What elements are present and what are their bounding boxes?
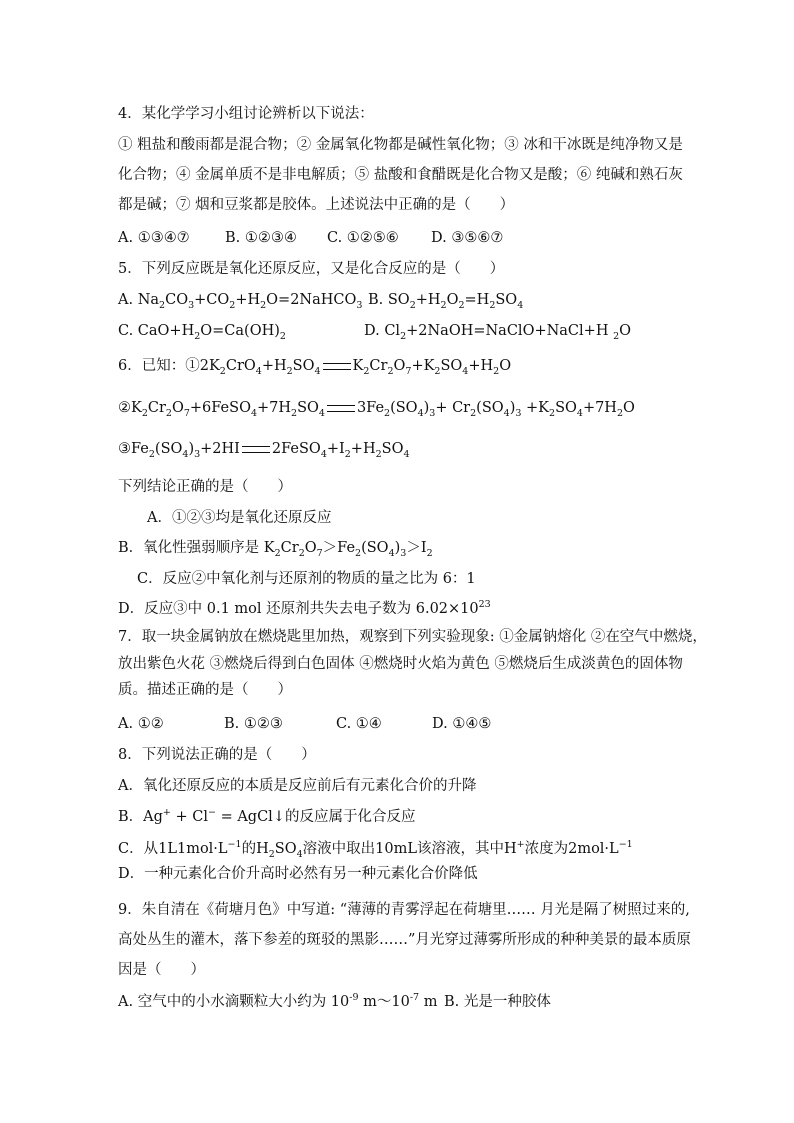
q6-option-a: A．①②③均是氧化还原反应 [147, 510, 332, 526]
q9-line1: 9．朱自清在《荷塘月色》中写道: “薄薄的青雾浮起在荷塘里…… 月光是隔了树照过来的, [118, 902, 690, 918]
q8-option-c-mid1: 的 [241, 841, 257, 857]
q6-option-d [118, 599, 491, 619]
q7-line3: 质。描述正确的是（ ） [118, 682, 292, 698]
q8-option-c-mid3: 浓度为 [524, 841, 569, 857]
q9-options [118, 992, 551, 1012]
q5-options-cd [118, 321, 631, 341]
q5-option-a: A. $Na_2CO_3+CO_2+H_2O=2NaHCO_3$ [118, 292, 363, 311]
q4-option-d: D. ③⑤⑥⑦ [431, 230, 504, 246]
q7-option-d: D. ①④⑤ [432, 716, 492, 732]
q6-option-b: B．氧化性强弱顺序是 $K_2Cr_2O_7>Fe_2(SO_4)_3>I_2$ [118, 540, 433, 559]
q6-option-c: C．反应②中氧化剂与还原剂的物质的量之比为 6：1 [137, 571, 476, 587]
q8-option-d: D．一种元素化合价升高时必然有另一种元素化合价降低 [118, 866, 478, 882]
q9-option-a-prefix: A. 空气中的小水滴颗粒大小约为 10 [118, 994, 350, 1010]
q5-option-b-label: B. [368, 292, 384, 308]
q8-option-b: B．Ag+ + Cl− = AgCl↓的反应属于化合反应 [118, 807, 416, 825]
q9-option-a-exp1: -9 [349, 992, 359, 1004]
q5-option-a-label: A. [118, 292, 134, 308]
q8-option-c-mid2: 溶液中取出10mL该溶液，其中H [302, 841, 517, 857]
q5-option-c-label: C. [118, 323, 134, 339]
q6-option-b-prefix: B．氧化性强弱顺序是 [118, 540, 260, 556]
q6-reaction-2: $②K_2Cr_2O_7+6FeSO_4+7H_2SO_4$ $3Fe_2(SO_4)_3+ Cr_2(SO_4)_3 +K_2SO_4+7H_2O$ [118, 400, 635, 419]
q8-option-c-prefix: C．从 [118, 841, 159, 857]
q7-option-b: B. ①②③ [224, 716, 283, 732]
q9-option-a-mid: m～10 [358, 994, 410, 1010]
q6-option-d-prefix: D．反应③中 0.1 mol 还原剂共失去电子数为 6.02×10 [118, 601, 479, 617]
q8-option-c: C．从$1L1mol\cdot L^{-1}$的$H_2SO_4$溶液中取出10mL该溶液，其中H+浓度为$2mol\cdot L^{-1}$ [118, 839, 633, 860]
q4-line1: ① 粗盐和酸雨都是混合物；② 金属氧化物都是碱性氧化物；③ 冰和干冰既是纯净物又是 [118, 137, 683, 153]
q7-option-a: A. ①② [118, 716, 164, 732]
q5-option-d: D. $Cl_2+2NaOH=NaClO+NaCl+H$ $_2$O [364, 323, 632, 342]
q4-stem: 4．某化学学习小组讨论辨析以下说法： [118, 106, 374, 122]
q8-option-b-suffix: 的反应属于化合反应 [284, 809, 416, 825]
q5-options-ab [118, 290, 523, 310]
q6-reaction-3: $③Fe_2(SO_4)_3+2HI$ $2FeSO_4+I_2+H_2SO_4$ [118, 441, 410, 460]
q7-line2: 放出紫色火花 ③燃烧后得到白色固体 ④燃烧时火焰为黄色 ⑤燃烧后生成淡黄色的固体物 [118, 656, 683, 672]
q9-option-a-exp2: -7 [409, 992, 420, 1004]
q7-options [118, 714, 491, 734]
q4-line2: 化合物；④ 金属单质不是非电解质；⑤ 盐酸和食醋既是化合物又是酸；⑥ 纯碱和熟石灰 [118, 167, 683, 183]
q9-option-a [118, 992, 444, 1012]
q8-stem: 8．下列说法正确的是（ ） [118, 747, 316, 763]
q5-option-b: B. $SO_2+H_2O_2=H_2SO_4$ [368, 292, 524, 311]
q4-option-c: C. ①②⑤⑥ [327, 230, 399, 246]
q4-options [118, 228, 503, 248]
q6-stem-prefix: 6．已知： [118, 358, 186, 374]
q6-conclusion: 下列结论正确的是（ ） [118, 479, 292, 495]
q5-stem: 5．下列反应既是氧化还原反应，又是化合反应的是（ ） [118, 261, 505, 277]
q7-line1: 7．取一块金属钠放在燃烧匙里加热，观察到下列实验现象: ①金属钠熔化 ②在空气中燃烧， [118, 629, 707, 645]
q5-option-c: C. $CaO+H_2O=Ca(OH)_2$ [118, 323, 286, 342]
q8-option-b-prefix: B． [118, 809, 144, 825]
q5-option-d-label: D. [364, 323, 380, 339]
q4-line3: 都是碱；⑦ 烟和豆浆都是胶体。上述说法中正确的是（ ） [118, 197, 515, 213]
q9-line3: 因是（ ） [118, 962, 205, 978]
q8-option-a: A．氧化还原反应的本质是反应前后有元素化合价的升降 [118, 778, 477, 794]
q4-option-b: B. ①②③④ [225, 230, 297, 246]
q9-line2: 高处丛生的灌木，落下参差的斑驳的黑影……”月光穿过薄雾所形成的种种美景的最本质原 [118, 932, 691, 948]
q7-option-c: C. ①④ [336, 716, 382, 732]
q9-option-b: B. 光是一种胶体 [444, 994, 551, 1010]
q6-option-d-exponent: 23 [478, 599, 491, 611]
q4-option-a: A. ①③④⑦ [118, 230, 190, 246]
q6-reaction-1: 6．已知：$①2K_2CrO_4+H_2SO_4$ $K_2Cr_2O_7+K_2SO_4+H_2O$ [118, 358, 512, 377]
q9-option-a-suffix: m [419, 994, 438, 1010]
